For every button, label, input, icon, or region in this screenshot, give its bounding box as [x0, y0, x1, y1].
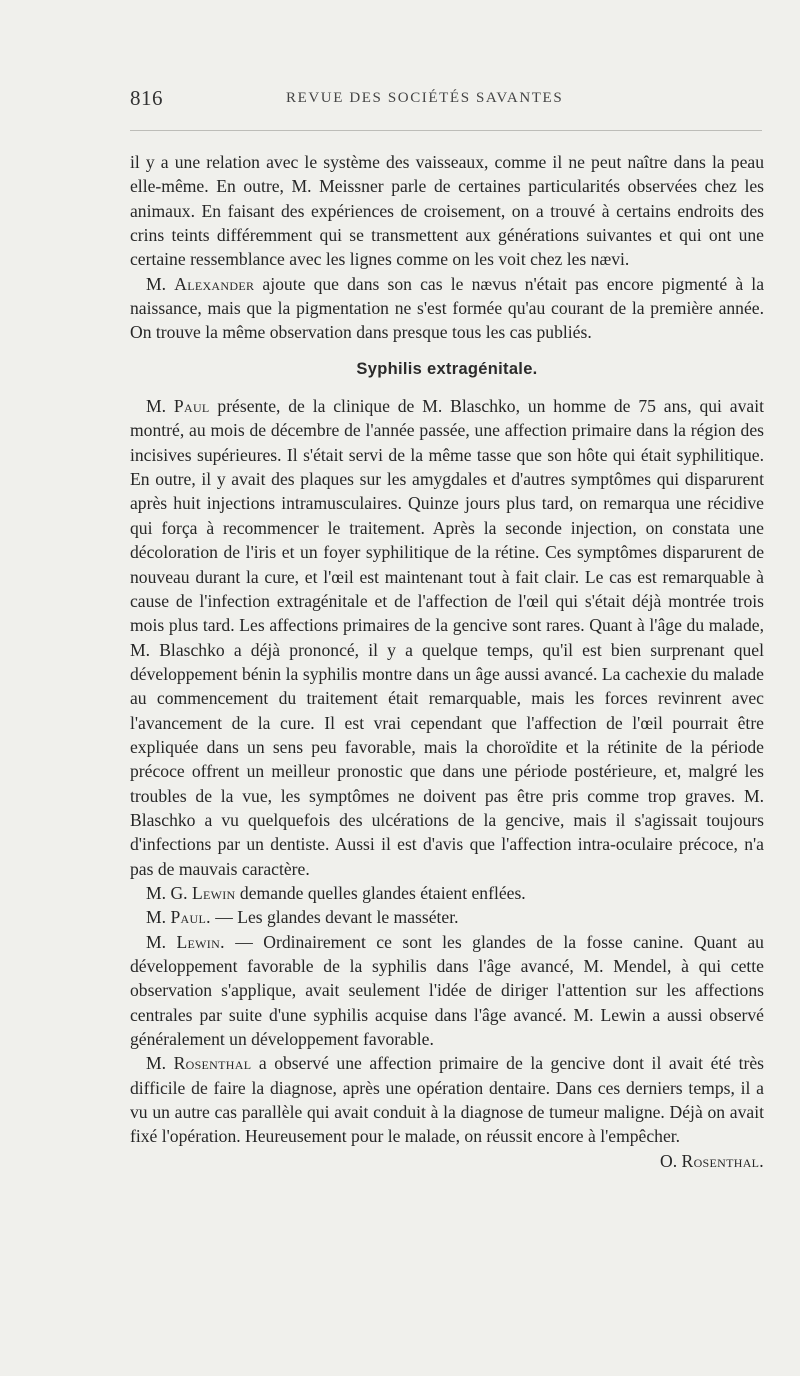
page-number: 816: [130, 86, 163, 110]
paragraph-text: — Les glandes devant le masséter.: [210, 907, 459, 928]
speaker-name: Paul.: [170, 907, 211, 928]
paragraph-alexander: [130, 272, 764, 345]
speaker-name: Rosenthal: [173, 1053, 252, 1074]
speaker-prefix: M.: [146, 273, 175, 294]
header-divider: [130, 130, 762, 131]
paragraph-text: présente, de la clinique de M. Blaschko, un homme de 75 ans, qui avait montré, au mois de décembre de l'année passée, une affection primaire dans la région des incisives supérieures. Il s'était servi de la même tasse que son hôte qui était syphilitique. En outre, il y avait des plaques sur les amygdales et d'autres symptômes qui disparurent après huit injections intramusculaires. Quinze jours plus tard, on remarqua une récidive qui força à recommencer le traitement. Après la seconde injection, on constata une décoloration de l'iris et un foyer syphilitique de la rétine. Ces symptômes disparurent de nouveau durant la cure, et l'œil est maintenant tout à fait clair. Le cas est remarquable à cause de l'infection extragénitale et de l'affection de l'œil qui s'était déjà montrée trois mois plus tard. Les affections primaires de la gencive sont rares. Quant à l'âge du malade, M. Blaschko a déjà prononcé, il y a quelque temps, qu'il est bien surprenant quel développement bénin la syphilis montre dans un âge aussi avancé. La cachexie du malade au commencement du traitement était remarquable, mais les forces revinrent avec l'avancement de la cure. Il est vrai cependant que l'affection de l'œil pourrait être expliquée dans un sens peu favorable, mais la choroïdite et la rétinite de la période précoce offrent un meilleur pronostic que dans une période postérieure, et, malgré les troubles de la vue, les symptômes ne doivent pas être pris comme trop graves. M. Blaschko a vu quelquefois des ulcérations de la gencive, mais il s'agissait toujours d'infections par un dentiste. Aussi il est d'avis que l'affection intra-oculaire précoce, n'a pas de mauvais caractère.: [130, 396, 764, 879]
paragraph-text: a observé une affection primaire de la gencive dont il avait été très difficile de faire la diagnose, après une opération dentaire. Dans ces derniers temps, il a vu un autre cas parallèle qui avait conduit à la diagnose de tumeur maligne. Déjà on avait fixé l'opération. Heureusement pour le malade, on réussit encore à l'empêcher.: [130, 1053, 764, 1147]
speaker-prefix: M. G.: [146, 882, 192, 903]
speaker-prefix: M.: [146, 931, 177, 952]
speaker-prefix: M.: [146, 907, 171, 928]
paragraph-text: demande quelles glandes étaient enflées.: [235, 882, 526, 903]
author-signature: [644, 1149, 764, 1173]
section-title: Syphilis extragénitale.: [356, 359, 538, 378]
speaker-name: Lewin.: [176, 931, 225, 952]
paragraph-rosenthal: [130, 1051, 764, 1171]
speaker-name: Paul: [173, 396, 210, 417]
journal-title: REVUE DES SOCIÉTÉS SAVANTES: [286, 90, 564, 106]
speaker-name: Alexander: [174, 273, 255, 294]
paragraph-text: — Ordinairement ce sont les glandes de la fosse canine. Quant au développement favorable de la syphilis dans l'âge avancé, M. Mendel, à qui cette observation s'applique, avait seulement l'idée de diriger l'attention sur les affections centrales par suite d'une syphilis acquise dans l'âge avancé. M. Lewin a aussi observé généralement un développement favorable.: [130, 931, 764, 1050]
paragraph-continuation: il y a une relation avec le système des vaisseaux, comme il ne peut naître dans la peau elle-même. En outre, M. Meissner parle de certaines particularités observées chez les animaux. En faisant des expériences de croisement, on a trouvé à certains endroits des crins teints différemment qui se transmettent aux générations suivantes et qui ont une certaine ressemblance avec les lignes comme on les voit chez les nævi.: [130, 152, 764, 270]
paragraph-text: ajoute que dans son cas le nævus n'était pas encore pigmenté à la naissance, mais que la pigmentation ne s'est formée qu'au courant de la première année. On trouve la même observation dans presque tous les cas publiés.: [130, 273, 764, 343]
signature-name: Rosenthal.: [681, 1150, 764, 1171]
paragraph-paul-reply: [130, 905, 764, 929]
speaker-name: Lewin: [191, 882, 236, 903]
paragraph-lewin-question: [130, 881, 764, 905]
paragraph-paul: [130, 394, 764, 881]
running-head: [130, 86, 762, 116]
body-text: [130, 150, 764, 1173]
paragraph-lewin-reply: [130, 930, 764, 1052]
speaker-prefix: M.: [146, 1053, 174, 1074]
speaker-prefix: M.: [146, 396, 174, 417]
signature-initial: O.: [660, 1150, 682, 1171]
